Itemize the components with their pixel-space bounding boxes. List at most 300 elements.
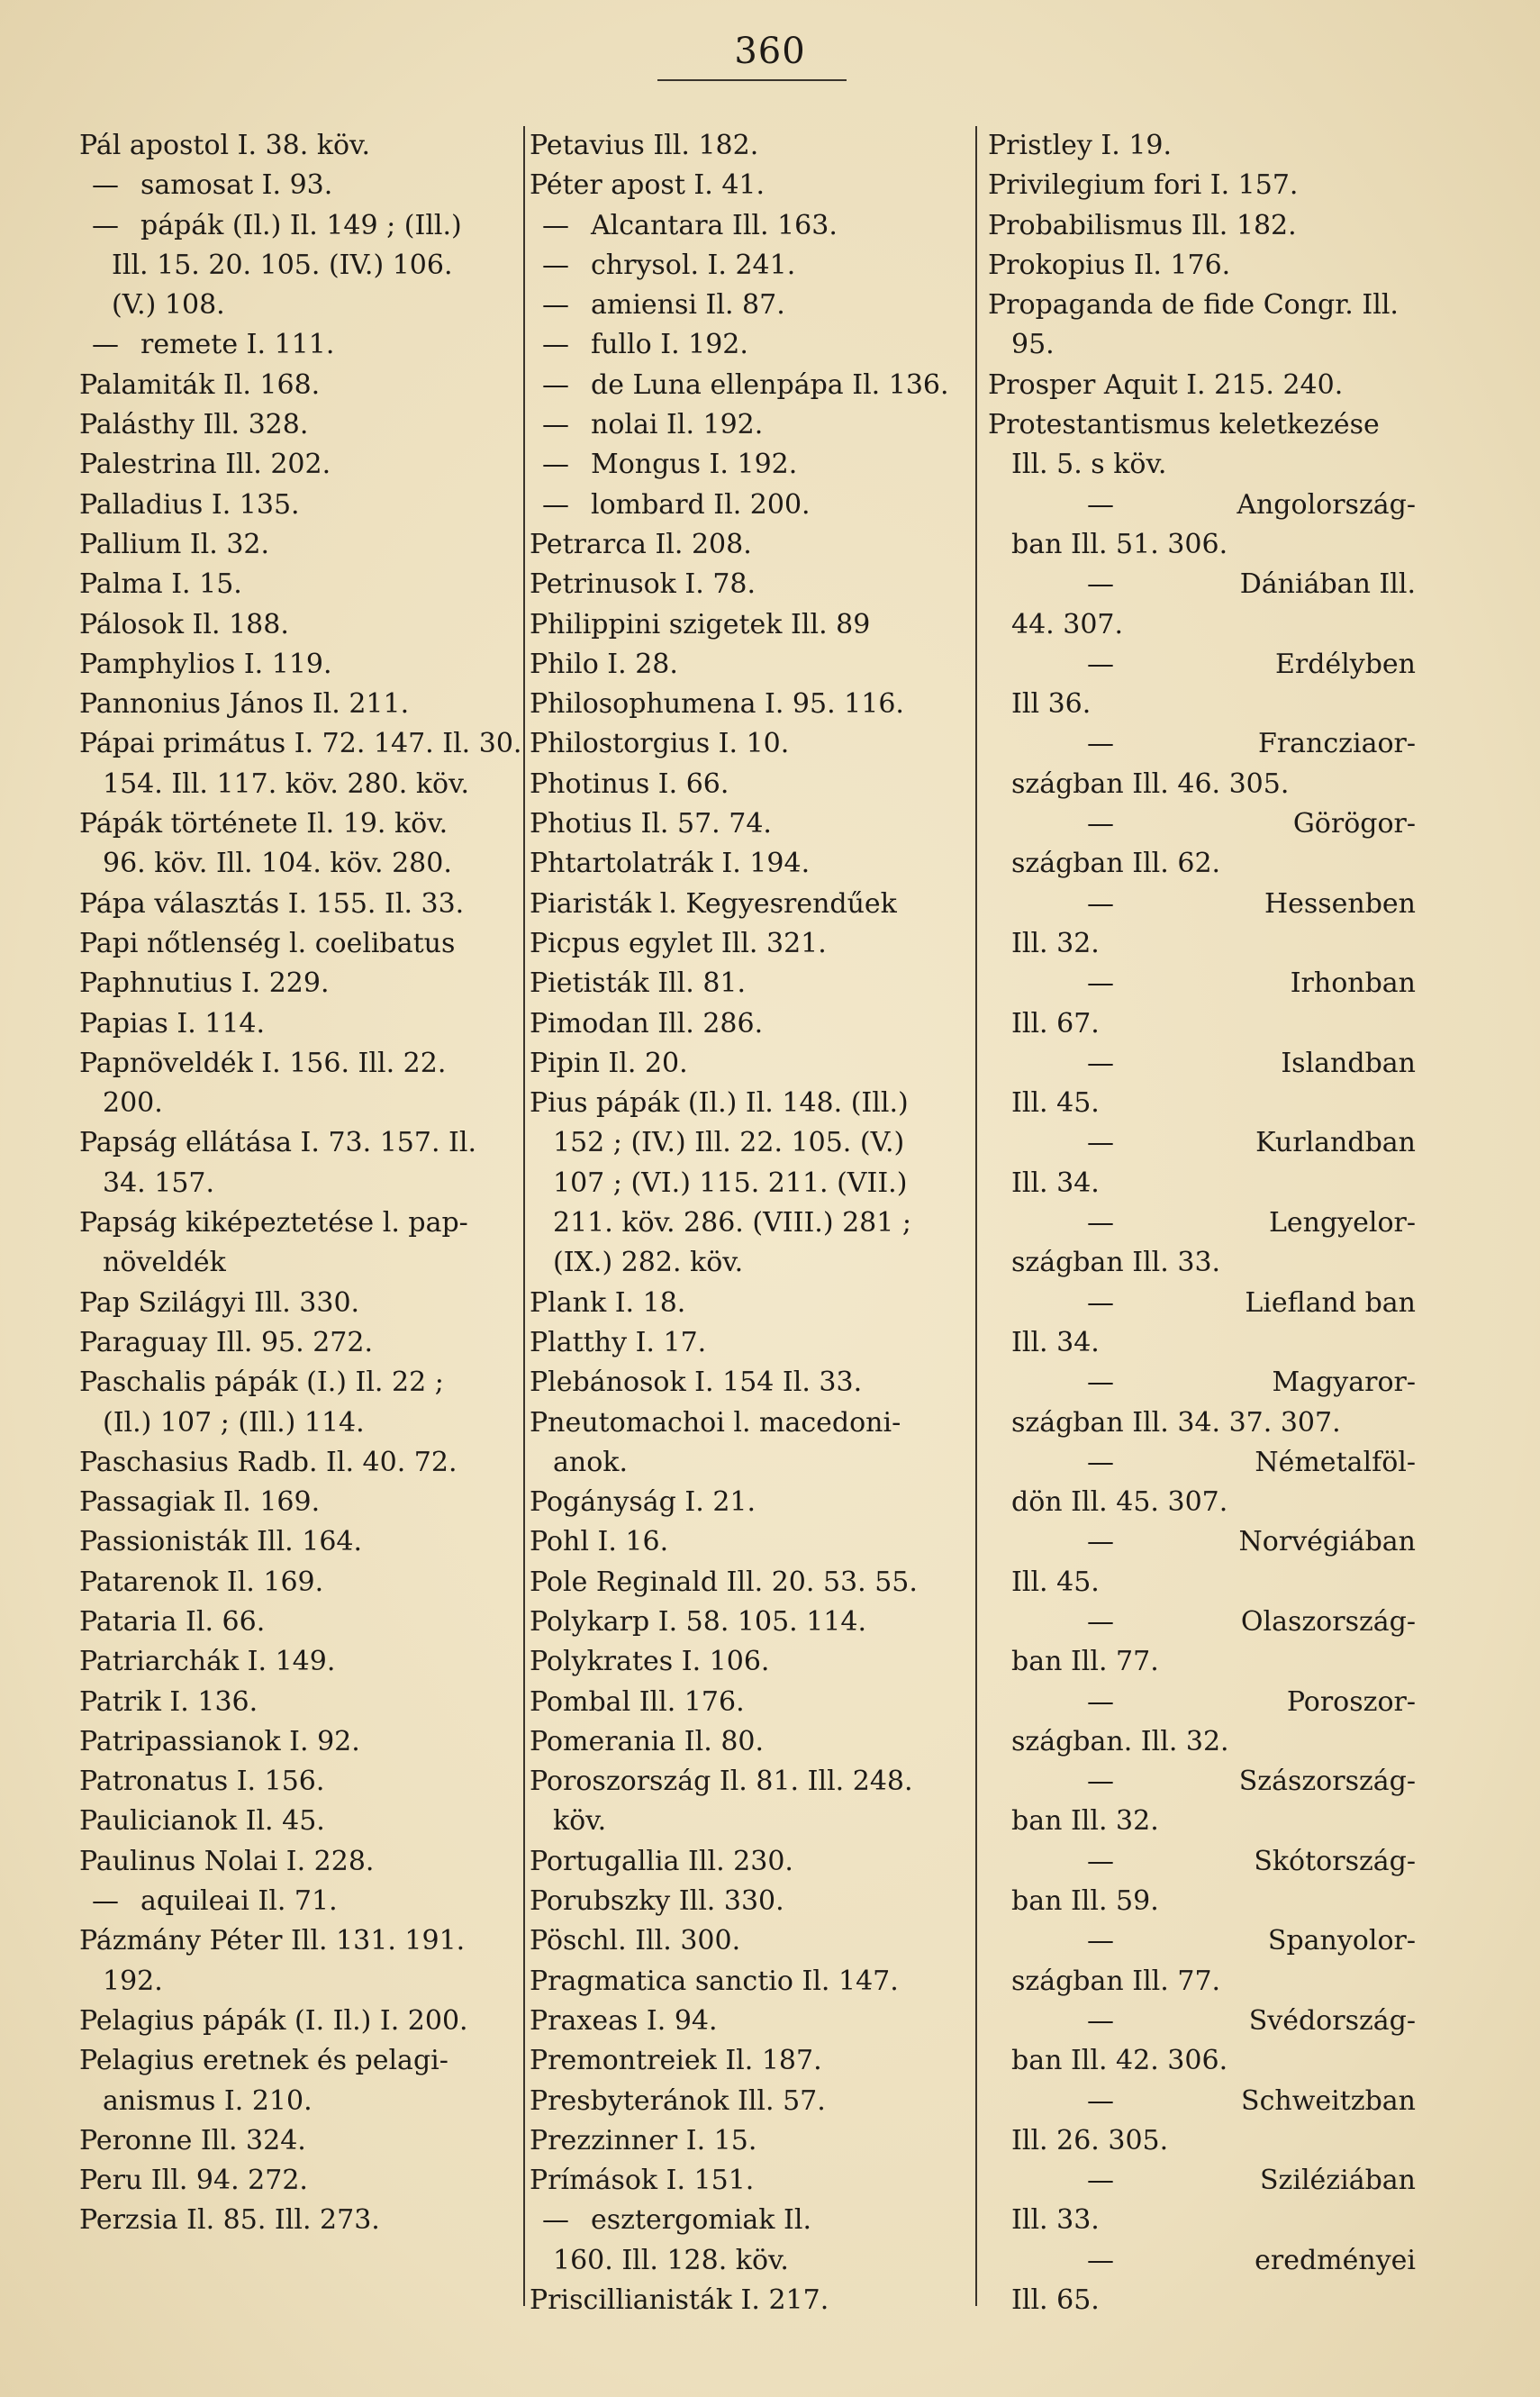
index-entry-text: Perzsia Il. 85. Ill. 273. [79, 2204, 380, 2237]
index-column-2 [530, 126, 962, 2320]
index-entry-text: Pragmatica sanctio Il. 147. [530, 1965, 899, 1997]
index-entry-text: Passagiak Il. 169. [79, 1486, 321, 1519]
index-entry-continuation [79, 1403, 516, 1443]
index-entry-text: 96. köv. Ill. 104. köv. 280. [103, 848, 452, 880]
index-entry-text: Probabilismus Ill. 182. [988, 209, 1297, 241]
index-entry-text: Pimodan Ill. 286. [530, 1007, 764, 1040]
index-entry-text: ban Ill. 59. [1011, 1885, 1159, 1918]
index-entry-text: Papias I. 114. [79, 1007, 266, 1040]
index-subentry [988, 1683, 1416, 1722]
index-entry [530, 724, 962, 764]
index-entry [530, 1522, 962, 1562]
column-divider-left [523, 126, 525, 2306]
index-subentry-text: Erdélyben [1274, 648, 1416, 680]
index-entry [530, 844, 962, 884]
index-entry [530, 924, 962, 964]
index-entry-continuation [988, 1004, 1416, 1044]
index-subentry-text: Dániában Ill. [1239, 568, 1416, 601]
index-entry-text: Peronne Ill. 324. [79, 2124, 306, 2156]
index-entry [79, 885, 516, 924]
index-column-1 [79, 126, 522, 2241]
index-entry-continuation [988, 685, 1416, 724]
index-subentry [988, 645, 1416, 685]
index-entry [79, 645, 516, 685]
index-subentry-text: Magyaror- [1272, 1366, 1416, 1399]
index-entry [79, 1443, 516, 1483]
index-entry-text: Paraguay Ill. 95. 272. [79, 1326, 374, 1358]
ditto-dash: — [1087, 887, 1114, 920]
index-entry [79, 366, 516, 405]
ditto-dash: — [1087, 2244, 1114, 2276]
index-entry-continuation [79, 1962, 516, 2002]
ditto-dash: — [542, 329, 569, 361]
ditto-dash: — [1087, 1207, 1114, 1239]
index-entry [79, 1722, 516, 1762]
index-entry-text: Pápai primátus I. 72. 147. Il. 30. [79, 728, 522, 760]
index-entry-text: Papnöveldék I. 156. Ill. 22. [79, 1047, 447, 1079]
index-subentry-text: esztergomiak Il. [591, 2204, 811, 2237]
index-entry [530, 1563, 962, 1603]
ditto-dash: — [1087, 1685, 1114, 1718]
index-entry-text: Pietisták Ill. 81. [530, 967, 747, 1000]
index-entry-text: Peru Ill. 94. 272. [79, 2165, 308, 2197]
index-entry [988, 206, 1416, 246]
index-entry-text: anismus I. 210. [103, 2084, 313, 2117]
index-subentry-text: chrysol. I. 241. [591, 249, 796, 281]
index-entry [79, 1123, 516, 1163]
ditto-dash: — [92, 209, 119, 241]
index-subentry-text: pápák (Il.) Il. 149 ; (Ill.) [140, 209, 462, 241]
index-subentry-text: Alcantara Ill. 163. [591, 209, 838, 241]
index-entry-text: Ill. 33. [1011, 2204, 1100, 2237]
index-entry [79, 126, 516, 166]
index-subentry [79, 166, 516, 205]
index-entry-continuation [79, 1084, 516, 1123]
index-entry [79, 2121, 516, 2161]
index-entry-text: dön Ill. 45. 307. [1011, 1486, 1228, 1519]
index-entry-text: Petrarca Il. 208. [530, 528, 752, 560]
index-entry-text: 34. 157. [103, 1167, 215, 1199]
index-entry-continuation [988, 1563, 1416, 1603]
index-entry [988, 166, 1416, 205]
index-entry [79, 1363, 516, 1403]
index-entry-text: Palladius I. 135. [79, 488, 300, 521]
index-subentry-text: aquileai Il. 71. [140, 1885, 338, 1918]
index-subentry [988, 885, 1416, 924]
index-entry-continuation [988, 765, 1416, 804]
index-entry-text: Pataria Il. 66. [79, 1605, 266, 1638]
index-entry [530, 804, 962, 844]
index-subentry [988, 804, 1416, 844]
index-entry-text: Ill. 15. 20. 105. (IV.) 106. [112, 249, 453, 281]
index-subentry [988, 565, 1416, 604]
ditto-dash: — [92, 1885, 119, 1918]
column-divider-right [975, 126, 977, 2306]
index-entry-continuation [988, 525, 1416, 565]
index-entry-text: Pöschl. Ill. 300. [530, 1925, 741, 1957]
index-entry [79, 924, 516, 964]
index-entry [530, 1842, 962, 1882]
index-entry-text: szágban Ill. 46. 305. [1011, 767, 1290, 800]
index-subentry [988, 1842, 1416, 1882]
index-entry-text: Pombal Ill. 176. [530, 1685, 745, 1718]
index-column-3 [988, 126, 1416, 2320]
index-subentry [988, 1522, 1416, 1562]
index-subentry [530, 325, 962, 365]
index-entry-text: köv. [553, 1805, 607, 1838]
index-entry-text: 192. [103, 1965, 163, 1997]
index-entry [530, 1084, 962, 1123]
index-entry-text: Pristley I. 19. [988, 130, 1173, 161]
index-subentry-text: remete I. 111. [140, 329, 335, 361]
index-entry-text: Priscillianisták I. 217. [530, 2284, 829, 2317]
index-entry [530, 2082, 962, 2121]
index-entry-continuation [988, 2121, 1416, 2161]
index-entry [79, 1921, 516, 1961]
index-entry-continuation [988, 325, 1416, 365]
index-entry [530, 1044, 962, 1084]
index-entry [530, 1722, 962, 1762]
index-entry-text: 200. [103, 1087, 163, 1120]
index-entry [530, 2121, 962, 2161]
index-entry [79, 1563, 516, 1603]
index-subentry [988, 1603, 1416, 1642]
ditto-dash: — [1087, 1526, 1114, 1558]
index-entry-text: Ill. 67. [1011, 1007, 1100, 1040]
index-subentry [530, 206, 962, 246]
index-entry [79, 445, 516, 485]
ditto-dash: — [1087, 2004, 1114, 2037]
index-entry-text: Petavius Ill. 182. [530, 130, 759, 161]
index-entry-text: Pomerania Il. 80. [530, 1725, 765, 1757]
index-entry-continuation [988, 924, 1416, 964]
index-entry-text: Picpus egylet Ill. 321. [530, 927, 827, 959]
ditto-dash: — [1087, 648, 1114, 680]
index-entry-text: (IX.) 282. köv. [553, 1247, 744, 1279]
index-entry [530, 1004, 962, 1044]
ditto-dash: — [1087, 568, 1114, 601]
index-entry [530, 1284, 962, 1323]
index-entry-continuation [79, 765, 516, 804]
index-subentry [988, 1123, 1416, 1163]
index-entry-text: Prosper Aquit I. 215. 240. [988, 368, 1344, 401]
ditto-dash: — [542, 289, 569, 322]
index-entry-continuation [988, 1164, 1416, 1203]
index-entry-text: Ill. 5. s köv. [1011, 449, 1167, 481]
index-entry [530, 765, 962, 804]
ditto-dash: — [1087, 1446, 1114, 1478]
ditto-dash: — [92, 329, 119, 361]
ditto-dash: — [542, 249, 569, 281]
index-entry-continuation [530, 1443, 962, 1483]
index-subentry [530, 286, 962, 325]
index-entry [530, 166, 962, 205]
index-entry-text: Pázmány Péter Ill. 131. 191. [79, 1925, 466, 1957]
index-entry-text: Pneutomachoi l. macedoni- [530, 1406, 901, 1439]
index-entry-text: Pannonius János Il. 211. [79, 688, 410, 721]
index-subentry [988, 1921, 1416, 1961]
index-entry-text: 152 ; (IV.) Ill. 22. 105. (V.) [553, 1127, 905, 1159]
index-entry [79, 525, 516, 565]
index-subentry [988, 1044, 1416, 1084]
index-entry-text: Pogányság I. 21. [530, 1486, 756, 1519]
index-entry-text: Philosophumena I. 95. 116. [530, 688, 904, 721]
index-entry [79, 2201, 516, 2240]
ditto-dash: — [1087, 1047, 1114, 1079]
index-subentry [79, 206, 516, 246]
index-entry [530, 645, 962, 685]
index-subentry-text: Islandban [1281, 1047, 1416, 1079]
index-entry [988, 366, 1416, 405]
index-subentry-text: de Luna ellenpápa Il. 136. [591, 368, 949, 401]
index-entry-continuation [988, 1882, 1416, 1921]
index-entry-text: 211. köv. 286. (VIII.) 281 ; [553, 1207, 911, 1239]
index-entry-text: szágban Ill. 34. 37. 307. [1011, 1406, 1341, 1439]
index-entry-continuation [988, 2201, 1416, 2240]
index-entry [530, 1363, 962, 1403]
index-subentry [988, 1363, 1416, 1403]
ditto-dash: — [1087, 1366, 1114, 1399]
ditto-dash: — [542, 2204, 569, 2237]
index-entry-text: Plebánosok I. 154 Il. 33. [530, 1366, 863, 1399]
index-entry-text: Poroszország Il. 81. Ill. 248. [530, 1766, 913, 1798]
index-subentry [988, 2082, 1416, 2121]
index-subentry-text: nolai Il. 192. [591, 409, 764, 441]
index-subentry-text: Svédország- [1248, 2004, 1416, 2037]
index-entry [79, 1483, 516, 1522]
index-entry [79, 1044, 516, 1084]
index-entry-text: Ill. 65. [1011, 2284, 1100, 2317]
ditto-dash: — [1087, 1286, 1114, 1319]
index-entry-text: szágban Ill. 62. [1011, 848, 1221, 880]
index-entry-text: Ill 36. [1011, 688, 1092, 721]
index-entry-text: Palásthy Ill. 328. [79, 409, 309, 441]
index-entry-text: Pál apostol I. 38. köv. [79, 130, 370, 161]
index-entry [79, 1642, 516, 1682]
index-entry-text: ban Ill. 32. [1011, 1805, 1159, 1838]
index-entry-text: Polykarp I. 58. 105. 114. [530, 1605, 867, 1638]
index-entry-text: Ill. 45. [1011, 1087, 1100, 1120]
index-subentry [988, 2161, 1416, 2201]
index-entry-text: ban Ill. 77. [1011, 1646, 1159, 1678]
index-entry [530, 1403, 962, 1443]
index-entry [79, 2161, 516, 2201]
index-entry-text: Palestrina Ill. 202. [79, 449, 331, 481]
index-entry-text: Polykrates I. 106. [530, 1646, 770, 1678]
index-entry-text: Patripassianok I. 92. [79, 1725, 360, 1757]
index-entry-continuation [988, 844, 1416, 884]
index-entry [530, 565, 962, 604]
index-entry [79, 1683, 516, 1722]
ditto-dash: — [542, 368, 569, 401]
index-entry-continuation [988, 1403, 1416, 1443]
index-entry [530, 1921, 962, 1961]
index-entry [530, 1882, 962, 1921]
index-subentry [530, 366, 962, 405]
index-subentry [530, 405, 962, 445]
index-entry-text: 154. Ill. 117. köv. 280. köv. [103, 767, 469, 800]
index-entry-text: Praxeas I. 94. [530, 2004, 718, 2037]
ditto-dash: — [1087, 1127, 1114, 1159]
index-entry-text: Platthy I. 17. [530, 1326, 707, 1358]
index-entry-text: Papság kiképeztetése l. pap- [79, 1207, 468, 1239]
index-entry-text: Premontreiek Il. 187. [530, 2045, 822, 2077]
index-entry-text: Palma I. 15. [79, 568, 242, 601]
index-entry-text: Prezzinner I. 15. [530, 2124, 757, 2156]
index-subentry [988, 964, 1416, 1003]
index-subentry-text: Norvégiában [1238, 1526, 1416, 1558]
index-subentry [530, 246, 962, 286]
index-entry [530, 1642, 962, 1682]
index-entry-text: Patrik I. 136. [79, 1685, 258, 1718]
index-entry-continuation [79, 1243, 516, 1283]
header-rule [657, 79, 847, 81]
index-subentry-text: eredményei [1255, 2244, 1416, 2276]
index-subentry-text: Sziléziában [1260, 2165, 1416, 2197]
index-entry-text: Pallium Il. 32. [79, 528, 270, 560]
index-subentry-text: Németalföl- [1255, 1446, 1416, 1478]
index-entry [530, 126, 962, 166]
index-entry-text: (Il.) 107 ; (Ill.) 114. [103, 1406, 365, 1439]
index-entry [79, 1522, 516, 1562]
index-entry-text: Paphnutius I. 229. [79, 967, 330, 1000]
index-entry-continuation [988, 445, 1416, 485]
page-number: 360 [734, 31, 806, 72]
index-subentry [79, 1882, 516, 1921]
index-entry [79, 964, 516, 1003]
index-subentry [988, 1284, 1416, 1323]
index-entry [530, 685, 962, 724]
index-entry [79, 724, 522, 764]
index-entry-text: Prímások I. 151. [530, 2165, 755, 2197]
index-entry-continuation [530, 1243, 962, 1283]
index-subentry [530, 445, 962, 485]
index-entry [79, 605, 516, 645]
index-subentry-text: Kurlandban [1255, 1127, 1416, 1159]
index-entry-text: Paulicianok Il. 45. [79, 1805, 325, 1838]
index-entry [79, 405, 516, 445]
index-subentry-text: Mongus I. 192. [591, 449, 798, 481]
index-entry-text: Pap Szilágyi Ill. 330. [79, 1286, 360, 1319]
ditto-dash: — [1087, 2165, 1114, 2197]
index-entry-text: szágban Ill. 33. [1011, 1247, 1221, 1279]
index-entry-text: Ill. 26. 305. [1011, 2124, 1169, 2156]
index-entry [79, 2002, 516, 2041]
index-entry-continuation [79, 2082, 516, 2121]
ditto-dash: — [1087, 1845, 1114, 1877]
index-entry-continuation [988, 1323, 1416, 1363]
index-entry-text: Pius pápák (Il.) Il. 148. (Ill.) [530, 1087, 909, 1120]
index-entry [79, 1802, 516, 1841]
index-entry-text: Patriarchák I. 149. [79, 1646, 336, 1678]
ditto-dash: — [542, 409, 569, 441]
index-entry-text: 107 ; (VI.) 115. 211. (VII.) [553, 1167, 908, 1199]
index-entry-text: Pápa választás I. 155. Il. 33. [79, 887, 465, 920]
index-entry [530, 2161, 962, 2201]
ditto-dash: — [1087, 1766, 1114, 1798]
index-entry-text: Philo I. 28. [530, 648, 678, 680]
index-subentry-text: Hessenben [1264, 887, 1416, 920]
index-subentry-text: Poroszor- [1286, 1685, 1416, 1718]
index-subentry-text: Olaszország- [1240, 1605, 1416, 1638]
index-subentry-text: lombard Il. 200. [591, 488, 811, 521]
index-entry-text: anok. [553, 1446, 628, 1478]
ditto-dash: — [1087, 967, 1114, 1000]
index-entry-text: szágban. Ill. 32. [1011, 1725, 1229, 1757]
ditto-dash: — [1087, 808, 1114, 840]
index-entry-text: Philostorgius I. 10. [530, 728, 790, 760]
index-entry [530, 1323, 962, 1363]
index-entry-text: növeldék [103, 1247, 226, 1279]
index-entry [530, 1683, 962, 1722]
index-entry-continuation [988, 1722, 1416, 1762]
index-entry-continuation [530, 1802, 962, 1841]
index-entry-text: Passionisták Ill. 164. [79, 1526, 363, 1558]
index-entry [988, 126, 1416, 166]
index-entry-text: Pole Reginald Ill. 20. 53. 55. [530, 1566, 918, 1598]
index-entry-continuation [79, 1164, 516, 1203]
index-entry [530, 605, 962, 645]
index-entry-text: Pipin Il. 20. [530, 1047, 688, 1079]
index-subentry [988, 486, 1416, 525]
index-entry-text: Photinus I. 66. [530, 767, 729, 800]
index-entry [79, 2041, 516, 2081]
index-subentry [530, 486, 962, 525]
index-subentry-text: Szászország- [1238, 1766, 1416, 1798]
ditto-dash: — [542, 488, 569, 521]
index-entry [530, 1603, 962, 1642]
index-entry [530, 964, 962, 1003]
index-entry-text: Photius Il. 57. 74. [530, 808, 772, 840]
index-entry-continuation [79, 844, 516, 884]
index-entry-text: Phtartolatrák I. 194. [530, 848, 811, 880]
index-subentry [988, 2241, 1416, 2281]
index-subentry [988, 2002, 1416, 2041]
index-entry-text: Pelagius pápák (I. Il.) I. 200. [79, 2004, 468, 2037]
index-entry-text: Ill. 34. [1011, 1326, 1100, 1358]
index-entry-text: szágban Ill. 77. [1011, 1965, 1221, 1997]
index-entry [79, 1004, 516, 1044]
index-subentry-text: Lengyelor- [1268, 1207, 1416, 1239]
index-entry-text: Prokopius Il. 176. [988, 249, 1231, 281]
index-subentry-text: Angolország- [1237, 488, 1416, 521]
index-entry-text: Pálosok Il. 188. [79, 608, 289, 640]
index-entry-text: 44. 307. [1011, 608, 1124, 640]
index-entry-continuation [530, 1123, 962, 1163]
index-entry-text: Ill. 32. [1011, 927, 1100, 959]
index-subentry [988, 1443, 1416, 1483]
index-entry-continuation [988, 1642, 1416, 1682]
index-entry-continuation [530, 1203, 962, 1243]
index-entry-text: Péter apost I. 41. [530, 169, 765, 202]
index-entry [530, 885, 962, 924]
index-entry [79, 565, 516, 604]
index-entry-continuation [988, 2041, 1416, 2081]
index-subentry-text: Görögor- [1292, 808, 1416, 840]
index-entry [79, 1203, 516, 1243]
ditto-dash: — [542, 209, 569, 241]
index-entry-text: Papi nőtlenség l. coelibatus [79, 927, 456, 959]
index-entry [79, 1762, 516, 1802]
index-entry-continuation [988, 1802, 1416, 1841]
ditto-dash: — [1087, 1925, 1114, 1957]
index-entry-text: Paschalis pápák (I.) Il. 22 ; [79, 1366, 444, 1399]
index-entry [79, 685, 516, 724]
index-entry [988, 286, 1416, 325]
index-entry-text: Patronatus I. 156. [79, 1766, 325, 1798]
index-entry-text: Pamphylios I. 119. [79, 648, 332, 680]
index-entry-continuation [530, 1164, 962, 1203]
